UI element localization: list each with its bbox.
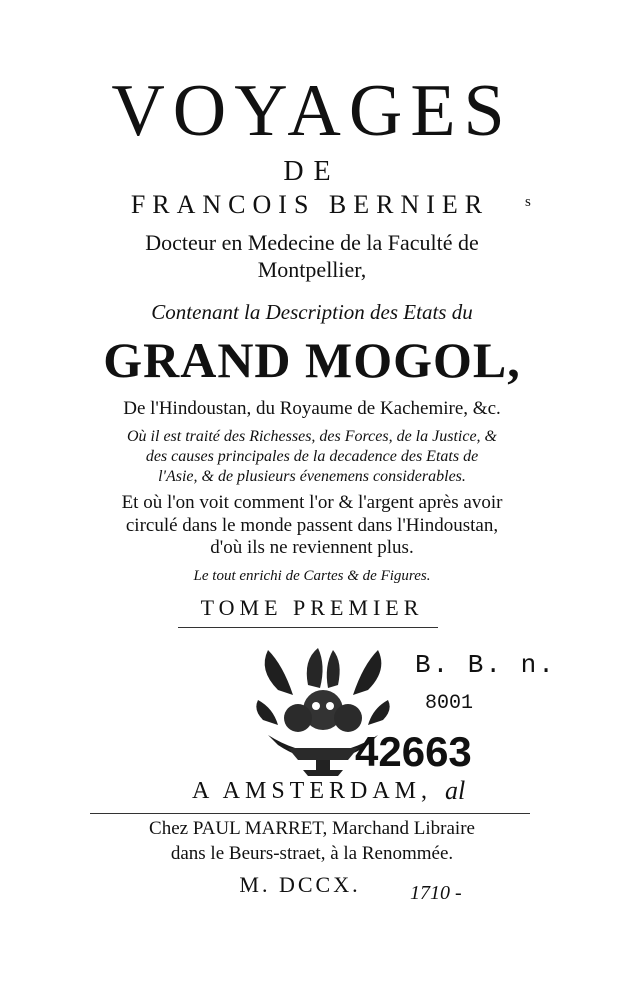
volume-label: TOME PREMIER xyxy=(200,595,424,620)
publication-year: M. DCCX. xyxy=(239,872,361,897)
volume-rule xyxy=(178,627,438,628)
publisher-line-1: Chez PAUL MARRET, Marchand Libraire xyxy=(149,818,475,839)
library-stamp-line-1: B. B. n. xyxy=(415,650,556,680)
title-de: DE xyxy=(283,156,341,187)
gold-paragraph-3: d'où ils ne reviennent plus. xyxy=(210,537,414,558)
italic-description-3: l'Asie, & de plusieurs évenemens considerables. xyxy=(158,468,466,485)
grand-mogol-heading: GRAND MOGOL, xyxy=(103,332,521,388)
gold-paragraph-2: circulé dans le monde passent dans l'Hindoustan, xyxy=(125,515,499,536)
city-imprint: A AMSTERDAM, xyxy=(191,778,433,804)
contenant-line: Contenant la Description des Etats du xyxy=(151,300,473,324)
author-name: FRANCOIS BERNIER xyxy=(130,190,490,219)
book-title: VOYAGES xyxy=(111,70,513,152)
italic-description-1: Où il est traité des Richesses, des Forces, de la Justice, & xyxy=(127,428,497,445)
italic-description-2: des causes principales de la decadence des Etats de xyxy=(145,448,479,465)
author-mark: s xyxy=(525,194,531,210)
degree-line-1: Docteur en Medecine de la Faculté de xyxy=(145,230,479,255)
handwritten-annotation: al xyxy=(445,776,466,805)
degree-line-2: Montpellier, xyxy=(257,257,367,282)
gold-paragraph-1: Et où l'on voit comment l'or & l'argent après avoir xyxy=(121,492,503,513)
subtitle-hindoustan: De l'Hindoustan, du Royaume de Kachemire, &c. xyxy=(123,398,501,419)
imprint-rule xyxy=(90,813,530,814)
publisher-line-2: dans le Beurs-straet, à la Renommée. xyxy=(170,843,454,864)
illustrations-note: Le tout enrichi de Cartes & de Figures. xyxy=(193,568,431,584)
library-stamp-line-2: 8001 xyxy=(425,692,474,715)
library-stamp-number: 42663 xyxy=(355,728,472,775)
handwritten-year: 1710 - xyxy=(410,882,462,904)
